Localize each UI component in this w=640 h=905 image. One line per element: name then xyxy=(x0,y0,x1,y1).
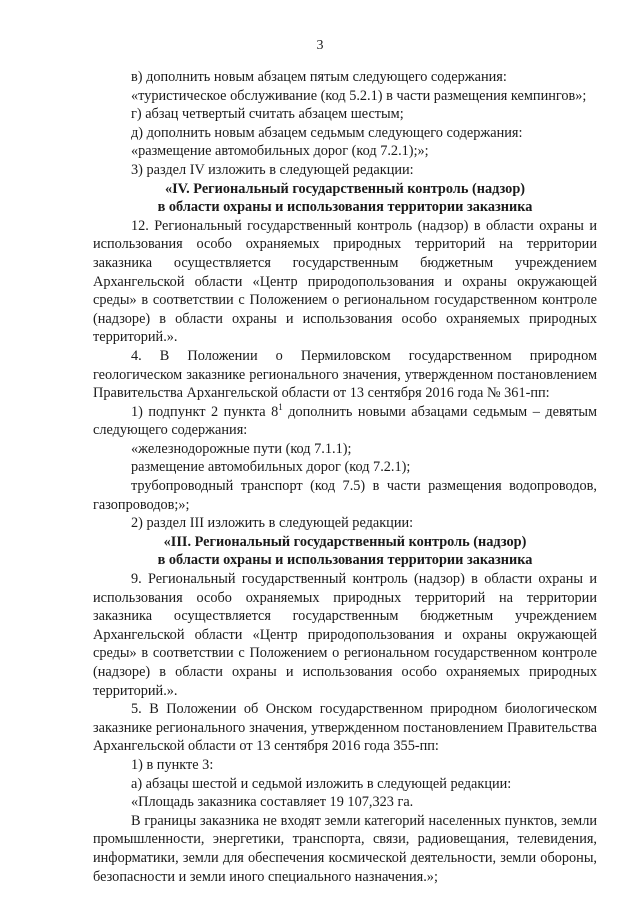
paragraph: д) дополнить новым абзацем седьмым следующего содержания: xyxy=(131,124,523,141)
paragraph: «размещение автомобильных дорог (код 7.2.1);»; xyxy=(131,143,429,160)
page-number: 3 xyxy=(316,38,324,53)
paragraph: трубопроводный транспорт (код 7.5) в части размещения водопроводов, газопроводов;»; xyxy=(93,478,597,513)
superscript: 1 xyxy=(278,401,283,412)
paragraph: 1) в пункте 3: xyxy=(131,756,214,773)
paragraph: «Площадь заказника составляет 19 107,323 га. xyxy=(131,794,414,811)
paragraph: 2) раздел III изложить в следующей редакции: xyxy=(131,515,414,532)
paragraph: «железнодорожные пути (код 7.1.1); xyxy=(131,440,352,457)
section-heading: в области охраны и использования территории заказника xyxy=(157,199,533,216)
paragraph: В границы заказника не входят земли категорий населенных пунктов, земли промышленности, энергетики, транспорта, связи, радиовещания, телевидения, информатики, земли для обеспечения космической деятельности, земли обороны, безопасности и земли иного специального назначения.»; xyxy=(93,812,597,885)
section-heading: «III. Региональный государственный контроль (надзор) xyxy=(163,533,527,550)
paragraph: 5. В Положении об Онском государственном природном биологическом заказнике регионального значения, утвержденном постановлением Правительства Архангельской области от 13 сентября 2016 года 355-пп: xyxy=(93,701,597,755)
paragraph: 9. Региональный государственный контроль (надзор) в области охраны и использования особо охраняемых природных территорий на территории заказника осуществляется государственным бюджетным учреждением Архангельской области «Центр природопользования и охраны окружающей среды» в соответствии с Положением о региональном государственном контроле (надзоре) в области охраны и использования особо охраняемых природных территорий.». xyxy=(93,571,597,699)
paragraph: 12. Региональный государственный контроль (надзор) в области охраны и использования особо охраняемых природных территорий на территории заказника осуществляется государственным бюджетным учреждением Архангельской области «Центр природопользования и охраны окружающей среды» в соответствии с Положением о региональном государственном контроле (надзоре) в области охраны и использования особо охраняемых природных территорий.». xyxy=(93,217,597,346)
section-heading: «IV. Региональный государственный контроль (надзор) xyxy=(164,180,526,197)
document-body xyxy=(93,68,597,886)
paragraph: 4. В Положении о Пермиловском государственном природном геологическом заказнике регионального значения, утвержденном постановлением Правительства Архангельской области от 13 сентября 2016 года № 361-пп: xyxy=(93,347,597,402)
paragraph-text: дополнить новыми абзацами седьмым – девятым следующего содержания: xyxy=(93,403,597,439)
paragraph: г) абзац четвертый считать абзацем шестым; xyxy=(131,106,404,123)
paragraph xyxy=(93,403,597,440)
paragraph-text: 1) подпункт 2 пункта 8 xyxy=(131,403,279,420)
paragraph: размещение автомобильных дорог (код 7.2.1); xyxy=(131,459,411,476)
paragraph: 3) раздел IV изложить в следующей редакции: xyxy=(131,161,414,178)
paragraph: в) дополнить новым абзацем пятым следующего содержания: xyxy=(131,69,507,85)
paragraph: «туристическое обслуживание (код 5.2.1) в части размещения кемпингов»; xyxy=(131,87,587,104)
paragraph: а) абзацы шестой и седьмой изложить в следующей редакции: xyxy=(131,775,512,792)
section-heading: в области охраны и использования территории заказника xyxy=(157,552,533,569)
